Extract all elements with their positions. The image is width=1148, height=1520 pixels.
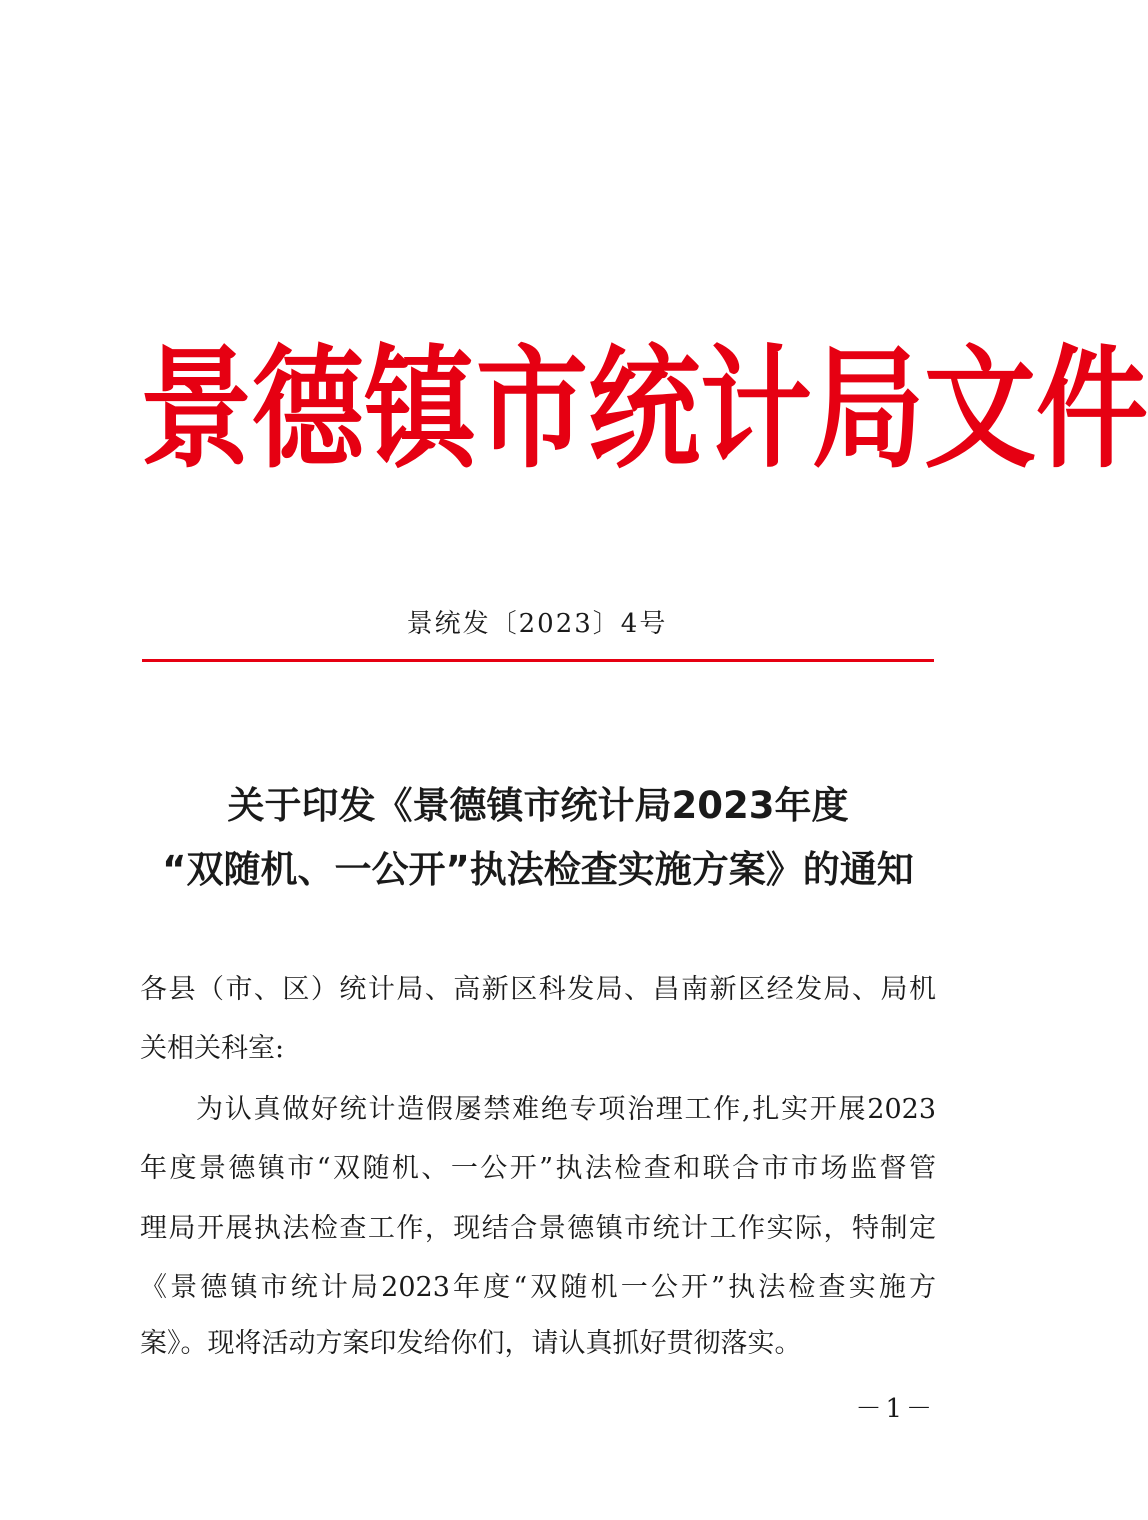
body-line-5: 案》。现将活动方案印发给你们，请认真抓好贯彻落实。 (140, 1328, 802, 1359)
body-line-1: 为认真做好统计造假屡禁难绝专项治理工作,扎实开展2023 (196, 1094, 936, 1125)
body-line-4: 《景德镇市统计局2023年度“双随机一公开”执法检查实施方 (140, 1272, 936, 1303)
body-line-3: 理局开展执法检查工作，现结合景德镇市统计工作实际，特制定 (140, 1213, 936, 1244)
notice-title-line-1: 关于印发《景德镇市统计局2023年度 (227, 784, 849, 827)
salutation-line-1: 各县（市、区）统计局、高新区科发局、昌南新区经发局、局机 (140, 974, 936, 1005)
masthead-char: 德 (252, 333, 364, 487)
page-number: －1－ (855, 1394, 936, 1424)
masthead-char: 市 (476, 333, 588, 487)
masthead-char: 文 (924, 333, 1036, 487)
document-number: 景统发〔2023〕4号 (406, 609, 668, 639)
body-line-2: 年度景德镇市“双随机、一公开”执法检查和联合市市场监督管 (140, 1153, 936, 1184)
masthead-char: 镇 (364, 333, 476, 487)
salutation-line-2: 关相关科室: (140, 1033, 285, 1064)
notice-title-line-2: “双随机、一公开”执法检查实施方案》的通知 (162, 848, 914, 891)
masthead-char: 统 (588, 333, 700, 487)
masthead-char: 件 (1036, 333, 1148, 487)
masthead-char: 计 (700, 333, 812, 487)
masthead-char: 景 (140, 333, 252, 487)
masthead-char: 局 (812, 333, 924, 487)
document-masthead (140, 333, 1148, 487)
red-separator-line (142, 659, 934, 662)
